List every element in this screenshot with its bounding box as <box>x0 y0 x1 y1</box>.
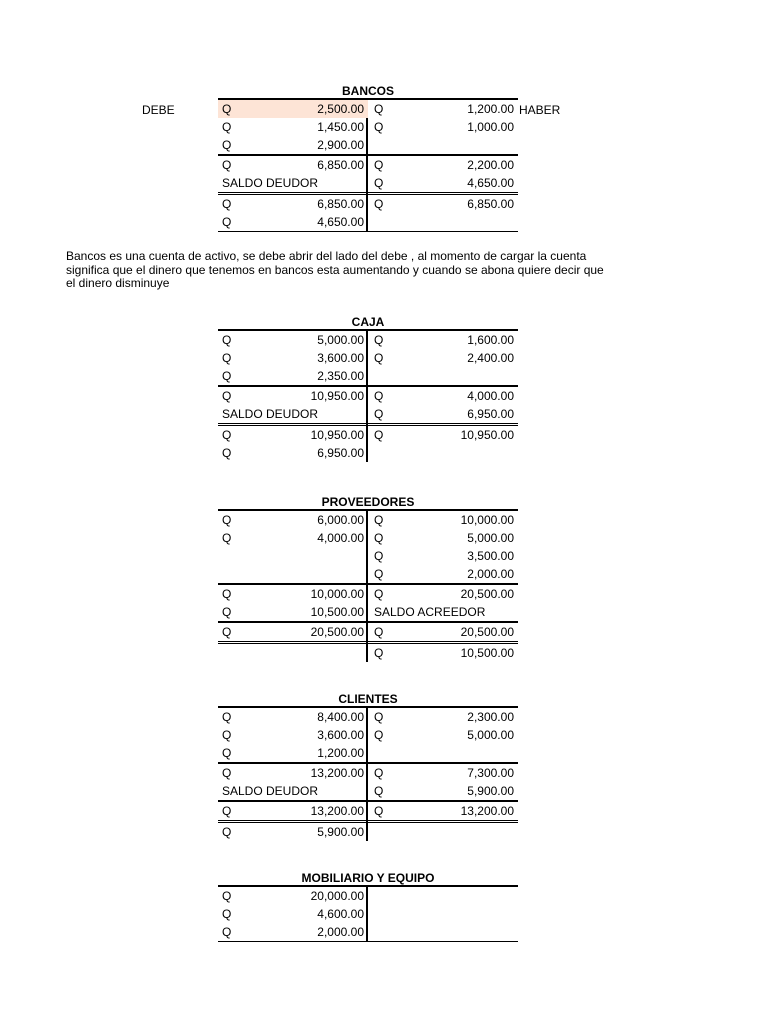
haber-cell <box>368 367 518 385</box>
amount: 4,650.00 <box>317 215 364 229</box>
amount: 6,850.00 <box>467 197 514 211</box>
currency-symbol: Q <box>222 625 232 639</box>
currency-symbol: Q <box>222 369 232 383</box>
currency-symbol: Q <box>222 825 232 839</box>
haber-cell <box>368 136 518 154</box>
debe-cell <box>218 823 368 841</box>
currency-symbol: Q <box>374 531 384 545</box>
debe-cell <box>218 726 368 744</box>
currency-symbol: Q <box>222 907 232 921</box>
debe-cell <box>218 923 368 941</box>
account-title: MOBILIARIO Y EQUIPO <box>301 871 435 885</box>
currency-symbol: Q <box>222 333 232 347</box>
debe-cell <box>218 136 368 154</box>
amount: 2,300.00 <box>467 710 514 724</box>
debe-cell <box>218 802 368 820</box>
ledger-row <box>218 762 518 782</box>
amount: 13,200.00 <box>310 804 364 818</box>
currency-symbol: Q <box>222 925 232 939</box>
currency-symbol: Q <box>374 784 384 798</box>
amount: 1,600.00 <box>467 333 514 347</box>
currency-symbol: Q <box>374 351 384 365</box>
debe-cell <box>218 887 368 905</box>
ledger-row <box>218 331 518 349</box>
currency-symbol: Q <box>222 710 232 724</box>
amount: 20,500.00 <box>460 587 514 601</box>
debe-cell <box>218 195 368 213</box>
haber-cell <box>368 887 518 905</box>
debe-cell <box>218 511 368 529</box>
amount: 3,500.00 <box>467 549 514 563</box>
currency-symbol: Q <box>374 804 384 818</box>
saldo-label: SALDO DEUDOR <box>222 176 319 190</box>
haber-cell <box>368 195 518 213</box>
paragraph-line: significa que el dinero que tenemos en bancos esta aumentando y cuando se abona quiere decir que <box>66 262 604 277</box>
haber-cell <box>368 744 518 762</box>
currency-symbol: Q <box>374 176 384 190</box>
amount: 10,500.00 <box>310 605 364 619</box>
account-clientes <box>218 692 518 841</box>
haber-cell <box>368 547 518 565</box>
amount: 4,650.00 <box>467 176 514 190</box>
currency-symbol: Q <box>374 158 384 172</box>
debe-cell <box>218 405 368 423</box>
ledger-row <box>218 887 518 905</box>
amount: 1,200.00 <box>467 102 514 116</box>
debe-cell <box>218 529 368 547</box>
currency-symbol: Q <box>222 889 232 903</box>
account-title: PROVEEDORES <box>321 495 415 509</box>
ledger-row <box>218 213 518 232</box>
ledger-row <box>218 444 518 462</box>
ledger-row <box>218 641 518 662</box>
t-account-table <box>218 329 518 462</box>
amount: 7,300.00 <box>467 766 514 780</box>
currency-symbol: Q <box>222 120 232 134</box>
haber-cell <box>368 623 518 641</box>
amount: 20,500.00 <box>460 625 514 639</box>
ledger-row <box>218 583 518 603</box>
currency-symbol: Q <box>222 351 232 365</box>
haber-cell <box>368 782 518 800</box>
amount <box>388 887 514 905</box>
currency-symbol: Q <box>374 513 384 527</box>
haber-cell <box>368 349 518 367</box>
haber-cell <box>368 585 518 603</box>
haber-cell <box>368 511 518 529</box>
currency-symbol <box>374 213 388 231</box>
t-account-table <box>218 509 518 662</box>
currency-symbol: Q <box>222 215 232 229</box>
ledger-row <box>218 726 518 744</box>
amount: 2,400.00 <box>467 351 514 365</box>
currency-symbol: Q <box>222 389 232 403</box>
currency-symbol: Q <box>222 158 232 172</box>
t-account-table <box>218 98 518 232</box>
amount: 1,450.00 <box>317 120 364 134</box>
debe-cell <box>218 547 368 565</box>
ledger-row <box>218 621 518 641</box>
currency-symbol: Q <box>374 646 384 660</box>
amount: 5,000.00 <box>467 531 514 545</box>
amount: 4,600.00 <box>317 907 364 921</box>
ledger-row <box>218 100 518 118</box>
debe-cell <box>218 782 368 800</box>
currency-symbol <box>374 923 388 941</box>
amount: 5,000.00 <box>317 333 364 347</box>
haber-cell <box>368 923 518 941</box>
paragraph-line: Bancos es una cuenta de activo, se debe abrir del lado del debe , al momento de cargar la cuenta <box>66 249 587 263</box>
haber-cell <box>368 802 518 820</box>
amount: 5,000.00 <box>467 728 514 742</box>
currency-symbol: Q <box>222 428 232 442</box>
ledger-row <box>218 565 518 583</box>
currency-symbol: Q <box>222 102 232 116</box>
debe-cell <box>218 603 368 621</box>
account-mobiliario <box>218 871 518 942</box>
amount: 2,000.00 <box>317 925 364 939</box>
haber-cell <box>368 708 518 726</box>
haber-cell <box>368 726 518 744</box>
currency-symbol <box>222 547 236 565</box>
haber-cell <box>368 118 518 136</box>
currency-symbol: Q <box>374 549 384 563</box>
debe-cell <box>218 156 368 174</box>
debe-cell <box>218 387 368 405</box>
amount <box>388 823 514 841</box>
debe-cell <box>218 349 368 367</box>
currency-symbol: Q <box>374 567 384 581</box>
currency-symbol: Q <box>374 102 384 116</box>
amount: 5,900.00 <box>467 784 514 798</box>
debe-cell <box>218 744 368 762</box>
ledger-row <box>218 405 518 423</box>
debe-cell <box>218 623 368 641</box>
debe-cell <box>218 100 368 118</box>
haber-cell <box>368 100 518 118</box>
amount: 1,200.00 <box>317 746 364 760</box>
amount <box>236 565 364 583</box>
amount <box>388 444 514 462</box>
debe-cell <box>218 444 368 462</box>
t-account-table <box>218 706 518 841</box>
ledger-row <box>218 136 518 154</box>
amount: 2,500.00 <box>317 102 364 116</box>
haber-cell <box>368 644 518 662</box>
amount: 20,000.00 <box>310 889 364 903</box>
currency-symbol: Q <box>374 766 384 780</box>
account-bancos <box>218 84 518 232</box>
currency-symbol <box>374 367 388 385</box>
haber-cell <box>368 331 518 349</box>
amount: 2,350.00 <box>317 369 364 383</box>
currency-symbol <box>374 136 388 154</box>
currency-symbol: Q <box>374 333 384 347</box>
amount <box>388 744 514 762</box>
amount: 6,850.00 <box>317 197 364 211</box>
debe-label: DEBE <box>142 103 175 117</box>
haber-cell <box>368 213 518 231</box>
debe-cell <box>218 213 368 231</box>
ledger-row <box>218 820 518 841</box>
amount: 2,000.00 <box>467 567 514 581</box>
ledger-row <box>218 547 518 565</box>
saldo-label: SALDO DEUDOR <box>222 784 319 798</box>
currency-symbol: Q <box>222 804 232 818</box>
amount: 20,500.00 <box>310 625 364 639</box>
ledger-row <box>218 744 518 762</box>
amount: 10,000.00 <box>310 587 364 601</box>
haber-cell <box>368 565 518 583</box>
haber-cell <box>368 444 518 462</box>
amount <box>236 644 364 662</box>
ledger-row <box>218 603 518 621</box>
account-title: CAJA <box>351 315 385 329</box>
currency-symbol <box>374 823 388 841</box>
currency-symbol: Q <box>222 138 232 152</box>
t-account-table <box>218 885 518 942</box>
amount: 6,000.00 <box>317 513 364 527</box>
currency-symbol: Q <box>374 407 384 421</box>
saldo-label: SALDO DEUDOR <box>222 407 319 421</box>
debe-cell <box>218 367 368 385</box>
amount: 3,600.00 <box>317 351 364 365</box>
ledger-row <box>218 154 518 174</box>
debe-cell <box>218 565 368 583</box>
ledger-row <box>218 349 518 367</box>
ledger-row <box>218 782 518 800</box>
amount: 10,950.00 <box>460 428 514 442</box>
haber-cell <box>368 174 518 192</box>
account-title: BANCOS <box>341 84 394 98</box>
haber-label: HABER <box>519 103 561 117</box>
amount: 13,200.00 <box>460 804 514 818</box>
ledger-row <box>218 923 518 942</box>
currency-symbol: Q <box>374 120 384 134</box>
currency-symbol: Q <box>222 746 232 760</box>
paragraph-line: el dinero disminuye <box>66 276 170 290</box>
amount <box>388 213 514 231</box>
currency-symbol <box>374 444 388 462</box>
amount: 10,950.00 <box>310 428 364 442</box>
haber-cell <box>368 405 518 423</box>
haber-cell <box>368 764 518 782</box>
currency-symbol: Q <box>222 446 232 460</box>
currency-symbol <box>374 905 388 923</box>
account-caja <box>218 315 518 462</box>
currency-symbol: Q <box>374 710 384 724</box>
ledger-row <box>218 708 518 726</box>
debe-cell <box>218 331 368 349</box>
amount <box>388 905 514 923</box>
ledger-row <box>218 118 518 136</box>
ledger-row <box>218 511 518 529</box>
amount: 8,400.00 <box>317 710 364 724</box>
amount: 6,850.00 <box>317 158 364 172</box>
currency-symbol: Q <box>374 728 384 742</box>
haber-cell <box>368 529 518 547</box>
amount <box>388 923 514 941</box>
amount <box>236 547 364 565</box>
ledger-row <box>218 800 518 820</box>
currency-symbol: Q <box>374 197 384 211</box>
explanation-paragraph <box>66 250 706 291</box>
currency-symbol: Q <box>374 428 384 442</box>
debe-cell <box>218 426 368 444</box>
ledger-row <box>218 905 518 923</box>
amount: 1,000.00 <box>467 120 514 134</box>
ledger-row <box>218 174 518 192</box>
debe-cell <box>218 174 368 192</box>
account-proveedores <box>218 495 518 662</box>
currency-symbol: Q <box>222 197 232 211</box>
amount: 6,950.00 <box>317 446 364 460</box>
ledger-row <box>218 529 518 547</box>
debe-cell <box>218 585 368 603</box>
amount: 10,950.00 <box>310 389 364 403</box>
currency-symbol: Q <box>222 605 232 619</box>
debe-cell <box>218 764 368 782</box>
haber-cell <box>368 603 518 621</box>
account-title: CLIENTES <box>338 692 398 706</box>
amount: 13,200.00 <box>310 766 364 780</box>
amount <box>388 367 514 385</box>
amount: 2,900.00 <box>317 138 364 152</box>
currency-symbol: Q <box>222 728 232 742</box>
amount: 3,600.00 <box>317 728 364 742</box>
ledger-row <box>218 367 518 385</box>
amount: 10,000.00 <box>460 513 514 527</box>
currency-symbol: Q <box>222 587 232 601</box>
ledger-row <box>218 423 518 444</box>
amount: 4,000.00 <box>317 531 364 545</box>
amount <box>388 136 514 154</box>
haber-cell <box>368 426 518 444</box>
amount: 10,500.00 <box>460 646 514 660</box>
currency-symbol: Q <box>374 389 384 403</box>
haber-cell <box>368 905 518 923</box>
currency-symbol: Q <box>222 766 232 780</box>
currency-symbol: Q <box>222 531 232 545</box>
currency-symbol: Q <box>374 587 384 601</box>
amount: 6,950.00 <box>467 407 514 421</box>
currency-symbol: Q <box>222 513 232 527</box>
debe-cell <box>218 708 368 726</box>
debe-cell <box>218 644 368 662</box>
saldo-label: SALDO ACREEDOR <box>374 605 486 619</box>
ledger-row <box>218 192 518 213</box>
currency-symbol <box>374 887 388 905</box>
haber-cell <box>368 156 518 174</box>
currency-symbol <box>374 744 388 762</box>
haber-cell <box>368 387 518 405</box>
debe-cell <box>218 905 368 923</box>
amount: 4,000.00 <box>467 389 514 403</box>
amount: 2,200.00 <box>467 158 514 172</box>
amount: 5,900.00 <box>317 825 364 839</box>
currency-symbol <box>222 644 236 662</box>
debe-cell <box>218 118 368 136</box>
currency-symbol <box>222 565 236 583</box>
currency-symbol: Q <box>374 625 384 639</box>
haber-cell <box>368 823 518 841</box>
ledger-row <box>218 385 518 405</box>
